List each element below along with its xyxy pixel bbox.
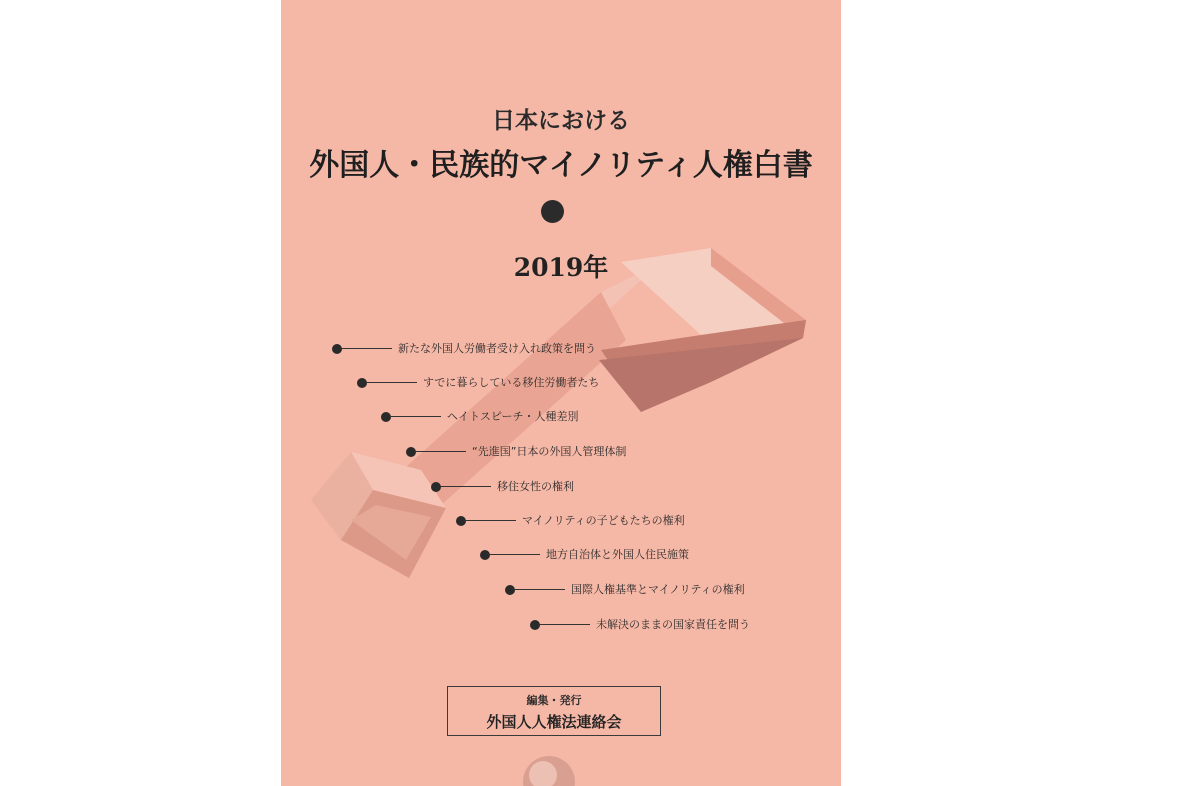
publisher-box [447,686,661,736]
bullet-icon [505,585,515,595]
cover-title: 外国人・民族的マイノリティ人権白書 [309,148,813,183]
leader-line [389,416,441,417]
bullet-icon [381,412,391,422]
cover-year: 2019年 [513,253,609,282]
bullet-icon [406,447,416,457]
leader-line [488,554,540,555]
cover-subtitle: 日本における [492,107,630,134]
topic-label: すでに暮らしている移住労働者たち [423,376,600,389]
topic-label: “先進国”日本の外国人管理体制 [472,445,627,458]
bullet-icon [431,482,441,492]
leader-line [414,451,466,452]
topic-label: マイノリティの子どもたちの権利 [522,514,685,527]
leader-line [365,382,417,383]
topic-label: 未解決のままの国家責任を問う [596,618,750,631]
book-cover [281,0,841,786]
leader-line [513,589,565,590]
bullet-icon [332,344,342,354]
leader-line [464,520,516,521]
bullet-icon [357,378,367,388]
leader-line [439,486,491,487]
topic-label: ヘイトスピーチ・人種差別 [447,410,579,423]
bullet-icon [456,516,466,526]
publisher-role: 編集・発行 [526,694,582,707]
leader-line [340,348,392,349]
topic-label: 新たな外国人労働者受け入れ政策を問う [398,342,596,355]
topic-label: 地方自治体と外国人住民施策 [546,548,689,561]
leader-line [538,624,590,625]
publisher-name: 外国人人権法連絡会 [486,713,622,731]
bullet-icon [530,620,540,630]
bullet-icon [480,550,490,560]
topic-label: 国際人権基準とマイノリティの権利 [571,583,745,596]
topic-label: 移住女性の権利 [497,480,574,493]
title-dot-ornament [541,200,564,223]
